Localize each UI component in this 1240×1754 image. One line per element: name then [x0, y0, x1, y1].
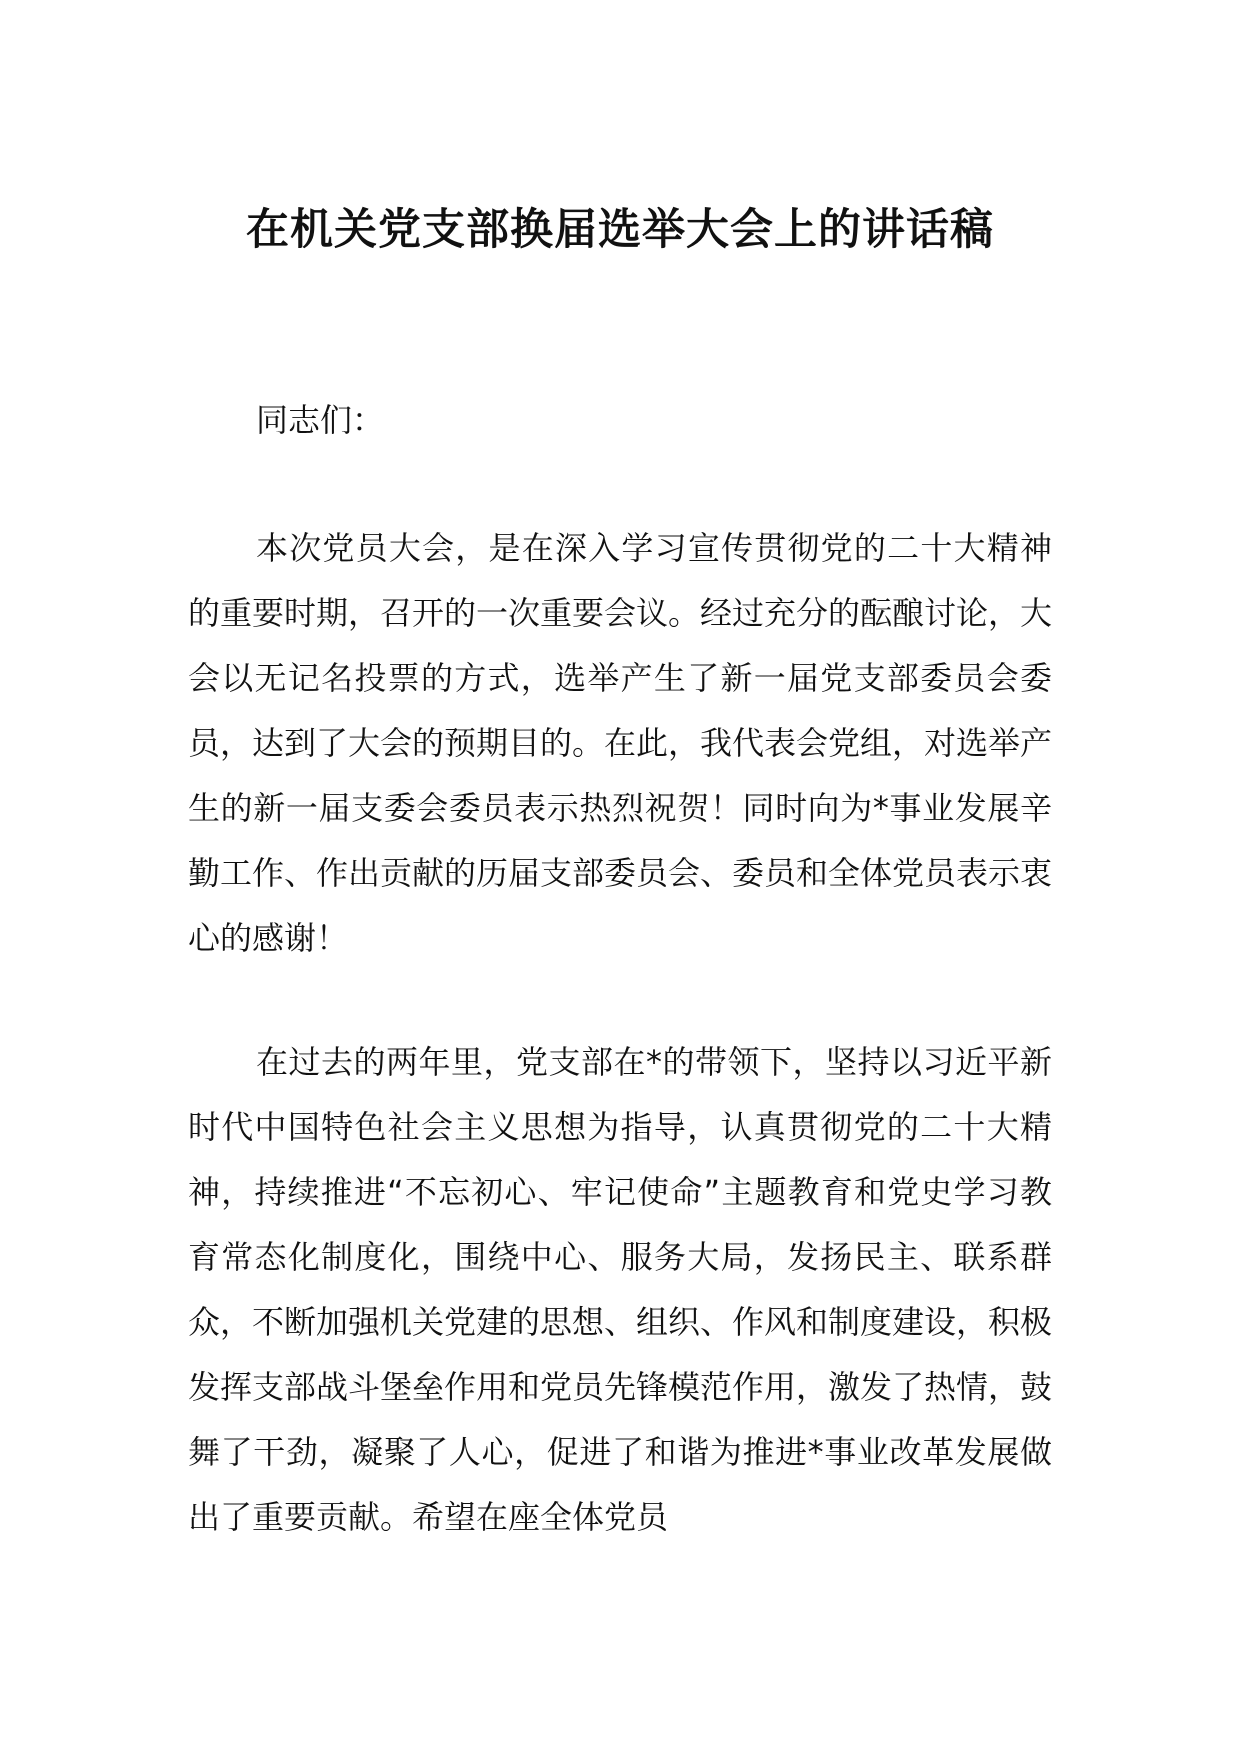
salutation: 同志们： [256, 401, 385, 439]
document-title: 在机关党支部换届选举大会上的讲话稿 [246, 205, 994, 255]
paragraph-1: 本次党员大会，是在深入学习宣传贯彻党的二十大精神的重要时期，召开的一次重要会议。经过充分的酝酿讨论，大会以无记名投票的方式，选举产生了新一届党支部委员会委员，达到了大会的预期目的。在此，我代表会党组，对选举产生的新一届支委会委员表示热烈祝贺！同时向为*事业发展辛勤工作、作出贡献的历届支部委员会、委员和全体党员表示衷心的感谢！ [188, 529, 1053, 957]
paragraph-2: 在过去的两年里，党支部在*的带领下，坚持以习近平新时代中国特色社会主义思想为指导，认真贯彻党的二十大精神，持续推进“不忘初心、牢记使命”主题教育和党史学习教育常态化制度化，围绕中心、服务大局，发扬民主、联系群众，不断加强机关党建的思想、组织、作风和制度建设，积极发挥支部战斗堡垒作用和党员先锋模范作用，激发了热情，鼓舞了干劲，凝聚了人心，促进了和谐为推进*事业改革发展做出了重要贡献。希望在座全体党员 [188, 1043, 1052, 1536]
